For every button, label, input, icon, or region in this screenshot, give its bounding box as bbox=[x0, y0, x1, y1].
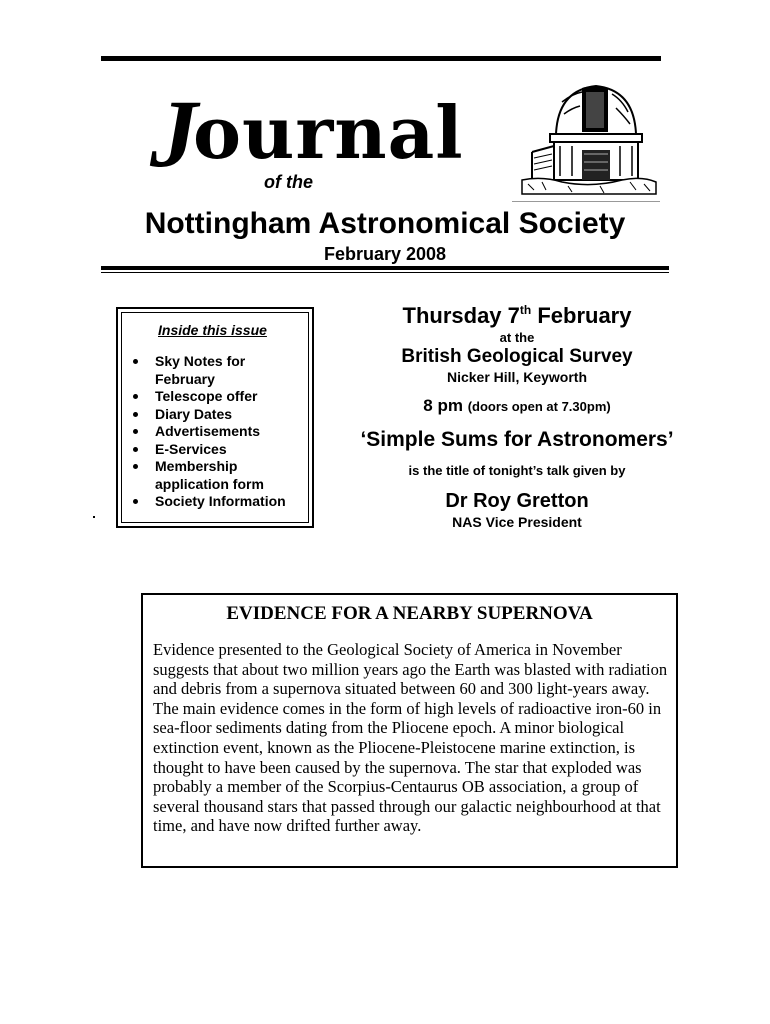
logo-underline bbox=[512, 201, 660, 202]
journal-title-rest: ournal bbox=[193, 90, 464, 175]
supernova-article bbox=[141, 593, 678, 868]
society-name: Nottingham Astronomical Society bbox=[144, 207, 626, 240]
article-heading: EVIDENCE FOR A NEARBY SUPERNOVA bbox=[226, 603, 593, 624]
contents-item: Society Information bbox=[127, 493, 305, 511]
contents-item: Sky Notes for February bbox=[127, 353, 305, 388]
talk-title: ‘Simple Sums for Astronomers’ bbox=[360, 428, 674, 451]
contents-item: Advertisements bbox=[127, 423, 305, 441]
meeting-day-suffix: th bbox=[519, 303, 532, 317]
inside-this-issue-box bbox=[116, 307, 314, 528]
contents-item: Membership application form bbox=[127, 458, 305, 493]
inside-box-inner-border bbox=[121, 312, 309, 523]
speaker-role: NAS Vice President bbox=[452, 514, 582, 530]
journal-subtitle: of the bbox=[264, 172, 313, 192]
masthead-bottom-thin-rule bbox=[101, 272, 669, 273]
meeting-month: February bbox=[531, 303, 632, 328]
meeting-time: 8 pm bbox=[423, 396, 463, 415]
article-body: Evidence presented to the Geological Society of America in November suggests that about two million years ago the Earth was blasted with radiation and debris from a supernova situated between 60 and 300 light-years away. The main evidence comes in the form of high levels of radioactive iron-60 in sea-floor sediments dating from the Pliocene epoch. A minor biological extinction event, known as the Pliocene-Pleistocene marine extinction, is thought to have been caused by the supernova. The star that exploded was probably a member of the Scorpius-Centaurus OB association, a group of several thousand stars that passed through our galactic neighbourhood at that time, and have now drifted further away. bbox=[153, 640, 668, 836]
meeting-date bbox=[336, 303, 698, 329]
contents-item: Diary Dates bbox=[127, 406, 305, 424]
meeting-doors: (doors open at 7.30pm) bbox=[467, 399, 611, 414]
meeting-at-the: at the bbox=[499, 330, 535, 345]
observatory-dome-icon bbox=[512, 72, 660, 204]
contents-list bbox=[127, 353, 305, 511]
contents-item: Telescope offer bbox=[127, 388, 305, 406]
masthead-top-rule bbox=[101, 56, 661, 61]
contents-item: E-Services bbox=[127, 441, 305, 459]
masthead-bottom-rule bbox=[101, 266, 669, 270]
issue-date: February 2008 bbox=[323, 244, 447, 264]
talk-intro: is the title of tonight’s talk given by bbox=[408, 463, 626, 478]
journal-title-initial: J bbox=[150, 80, 199, 187]
inside-this-issue-heading: Inside this issue bbox=[158, 322, 267, 338]
meeting-day: Thursday 7 bbox=[402, 303, 520, 328]
meeting-venue: British Geological Survey bbox=[401, 346, 633, 367]
speaker-name: Dr Roy Gretton bbox=[445, 490, 589, 512]
meeting-address: Nicker Hill, Keyworth bbox=[446, 369, 588, 385]
stray-mark bbox=[93, 516, 95, 518]
meeting-time-line bbox=[336, 396, 698, 416]
